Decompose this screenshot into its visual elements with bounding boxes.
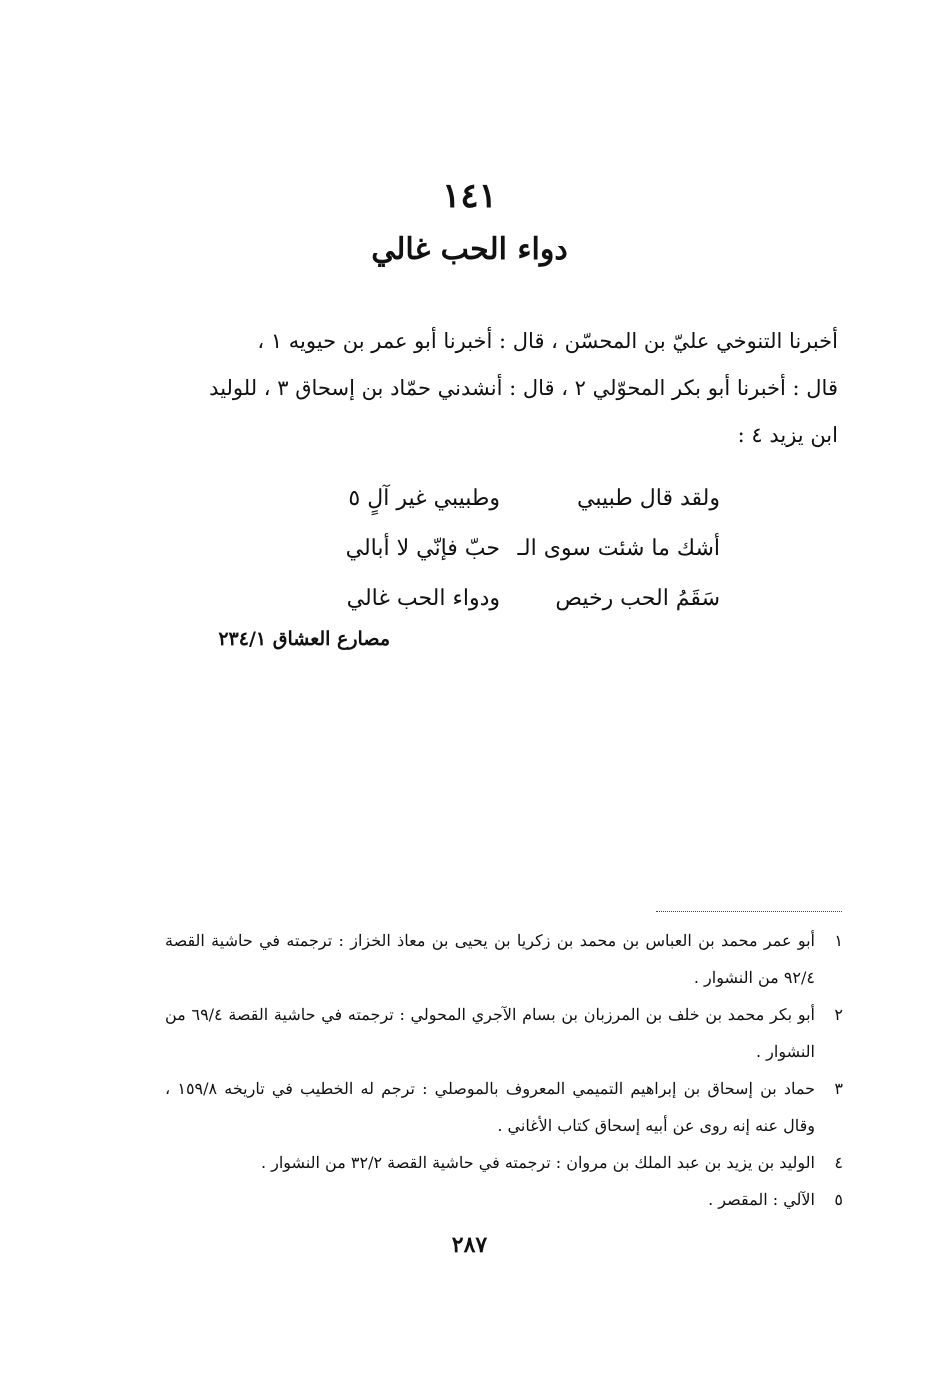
poem-verse [300, 524, 720, 574]
footnote [165, 1070, 845, 1144]
poem-verse [300, 574, 720, 624]
footnote-text: الوليد بن يزيد بن عبد الملك بن مروان : ترجمته في حاشية القصة ٣٢/٢ من النشوار . [260, 1153, 815, 1172]
poem [300, 474, 720, 624]
footnote-text: أبو بكر محمد بن خلف بن المرزبان بن بسام الآجري المحولي : ترجمته في حاشية القصة ٦٩/٤ من النشوار . [165, 1005, 815, 1061]
footnote-number: ٢ [834, 1005, 843, 1024]
footnote [165, 922, 845, 996]
poem-verse [300, 474, 720, 524]
footnote-number: ٤ [834, 1153, 843, 1172]
story-title: دواء الحب غالي [371, 232, 568, 267]
verse-first-hemistich: ولقد قال طبيبي [577, 486, 720, 511]
footnote-number: ٥ [834, 1190, 843, 1209]
verse-second-hemistich: ودواء الحب غالي [346, 586, 500, 611]
isnad-line: ابن يزيد ٤ : [737, 423, 838, 447]
footnote-separator [656, 911, 842, 912]
footnote-number: ١ [834, 931, 843, 950]
footnote-text: أبو عمر محمد بن العباس بن محمد بن زكريا بن يحيى بن معاذ الخزاز : ترجمته في حاشية القصة ٩٢/٤ من النشوار . [165, 931, 815, 987]
verse-second-hemistich: حبّ فإنّي لا أبالي [345, 536, 500, 561]
source-citation: مصارع العشاق ٢٣٤/١ [218, 628, 390, 650]
isnad-paragraph [170, 318, 838, 459]
footnote [165, 996, 845, 1070]
isnad-line: أخبرنا التنوخي عليّ بن المحسّن ، قال : أخبرنا أبو عمر بن حيويه ١ ، [257, 329, 838, 353]
footnote [165, 1181, 845, 1218]
verse-second-hemistich: وطبيبي غير آلٍ ٥ [348, 486, 500, 511]
isnad-line: قال : أخبرنا أبو بكر المحوّلي ٢ ، قال : أنشدني حمّاد بن إسحاق ٣ ، للوليد [209, 376, 838, 400]
footnote-text: حماد بن إسحاق بن إبراهيم التميمي المعروف بالموصلي : ترجم له الخطيب في تاريخه ١٥٩/٨ ، وقال عنه إنه روى عن أبيه إسحاق كتاب الأغاني . [165, 1079, 816, 1135]
verse-first-hemistich: سَقَمُ الحب رخيص [555, 586, 720, 611]
footnotes [165, 922, 845, 1218]
verse-first-hemistich: أشك ما شئت سوى الـ [517, 536, 720, 561]
footnote-text: الآلي : المقصر . [708, 1190, 815, 1209]
page-number: ٢٨٧ [451, 1232, 488, 1258]
footnote [165, 1144, 845, 1181]
story-number: ١٤١ [442, 176, 497, 216]
footnote-number: ٣ [834, 1079, 843, 1098]
